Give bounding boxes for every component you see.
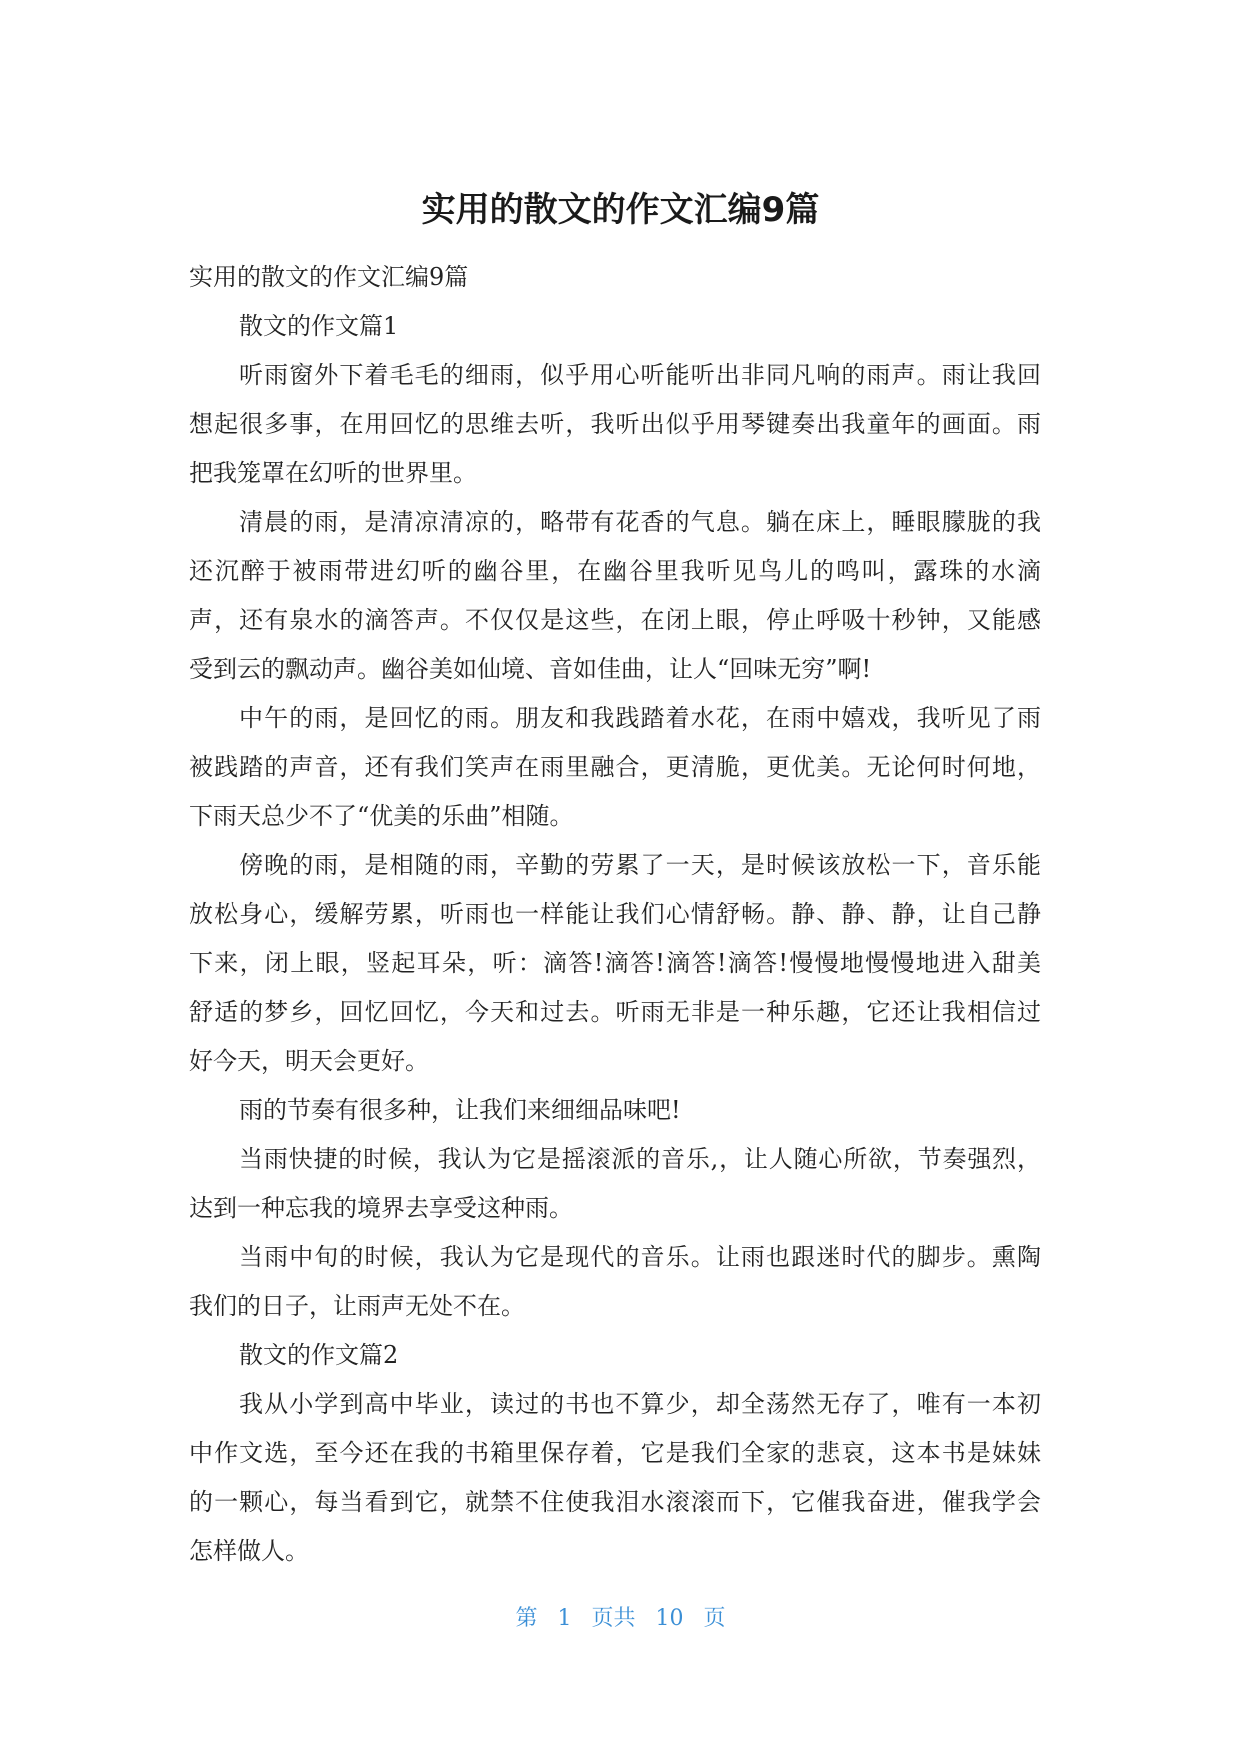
footer-total-pages: 10: [655, 1606, 684, 1631]
footer-prefix: 第: [515, 1606, 538, 1631]
section-heading: 散文的作文篇2: [239, 1341, 399, 1369]
paragraph-line: 下来，闭上眼，竖起耳朵，听：滴答!滴答!滴答!滴答!慢慢地慢慢地进入甜美: [189, 949, 1041, 977]
paragraph-line: 雨的节奏有很多种，让我们来细细品味吧!: [239, 1096, 681, 1124]
paragraph-line: 受到云的飘动声。幽谷美如仙境、音如佳曲，让人“回味无穷”啊!: [189, 655, 872, 683]
footer-page-number: 1: [557, 1606, 572, 1631]
paragraph-line: 好今天，明天会更好。: [189, 1047, 429, 1075]
paragraph-line: 达到一种忘我的境界去享受这种雨。: [189, 1194, 573, 1222]
paragraph-line: 怎样做人。: [189, 1537, 309, 1565]
paragraph-line: 清晨的雨，是清凉清凉的，略带有花香的气息。躺在床上，睡眼朦胧的我: [239, 508, 1041, 536]
subtitle-line: 实用的散文的作文汇编9篇: [189, 263, 469, 291]
paragraph-line: 把我笼罩在幻听的世界里。: [189, 459, 477, 487]
paragraph-line: 傍晚的雨，是相随的雨，辛勤的劳累了一天，是时候该放松一下，音乐能: [239, 851, 1041, 879]
document-body: [189, 253, 1041, 1576]
paragraph-line: 还沉醉于被雨带进幻听的幽谷里，在幽谷里我听见鸟儿的鸣叫，露珠的水滴: [189, 557, 1041, 585]
page-footer: [0, 1604, 1241, 1634]
footer-middle: 页共: [591, 1606, 636, 1631]
paragraph-line: 当雨中旬的时候，我认为它是现代的音乐。让雨也跟迷时代的脚步。熏陶: [239, 1243, 1041, 1271]
paragraph-line: 我从小学到高中毕业，读过的书也不算少，却全荡然无存了，唯有一本初: [239, 1390, 1041, 1418]
paragraph-line: 舒适的梦乡，回忆回忆，今天和过去。听雨无非是一种乐趣，它还让我相信过: [189, 998, 1041, 1026]
paragraph-line: 我们的日子，让雨声无处不在。: [189, 1292, 525, 1320]
paragraph-line: 放松身心，缓解劳累，听雨也一样能让我们心情舒畅。静、静、静，让自己静: [189, 900, 1041, 928]
paragraph-line: 下雨天总少不了“优美的乐曲”相随。: [189, 802, 574, 830]
paragraph-line: 的一颗心，每当看到它，就禁不住使我泪水滚滚而下，它催我奋进，催我学会: [189, 1488, 1041, 1516]
paragraph-line: 中作文选，至今还在我的书箱里保存着，它是我们全家的悲哀，这本书是妹妹: [189, 1439, 1041, 1467]
section-heading: 散文的作文篇1: [239, 312, 399, 340]
paragraph-line: 被践踏的声音，还有我们笑声在雨里融合，更清脆，更优美。无论何时何地，: [189, 753, 1041, 781]
paragraph-line: 声，还有泉水的滴答声。不仅仅是这些，在闭上眼，停止呼吸十秒钟，又能感: [189, 606, 1041, 634]
footer-suffix: 页: [703, 1606, 726, 1631]
paragraph-line: 当雨快捷的时候，我认为它是摇滚派的音乐,，让人随心所欲，节奏强烈，: [239, 1145, 1041, 1173]
paragraph-line: 中午的雨，是回忆的雨。朋友和我践踏着水花，在雨中嬉戏，我听见了雨: [239, 704, 1041, 732]
document-title: 实用的散文的作文汇编9篇: [421, 190, 820, 230]
paragraph-line: 想起很多事，在用回忆的思维去听，我听出似乎用琴键奏出我童年的画面。雨: [189, 410, 1041, 438]
paragraph-line: 听雨窗外下着毛毛的细雨，似乎用心听能听出非同凡响的雨声。雨让我回: [239, 361, 1041, 389]
